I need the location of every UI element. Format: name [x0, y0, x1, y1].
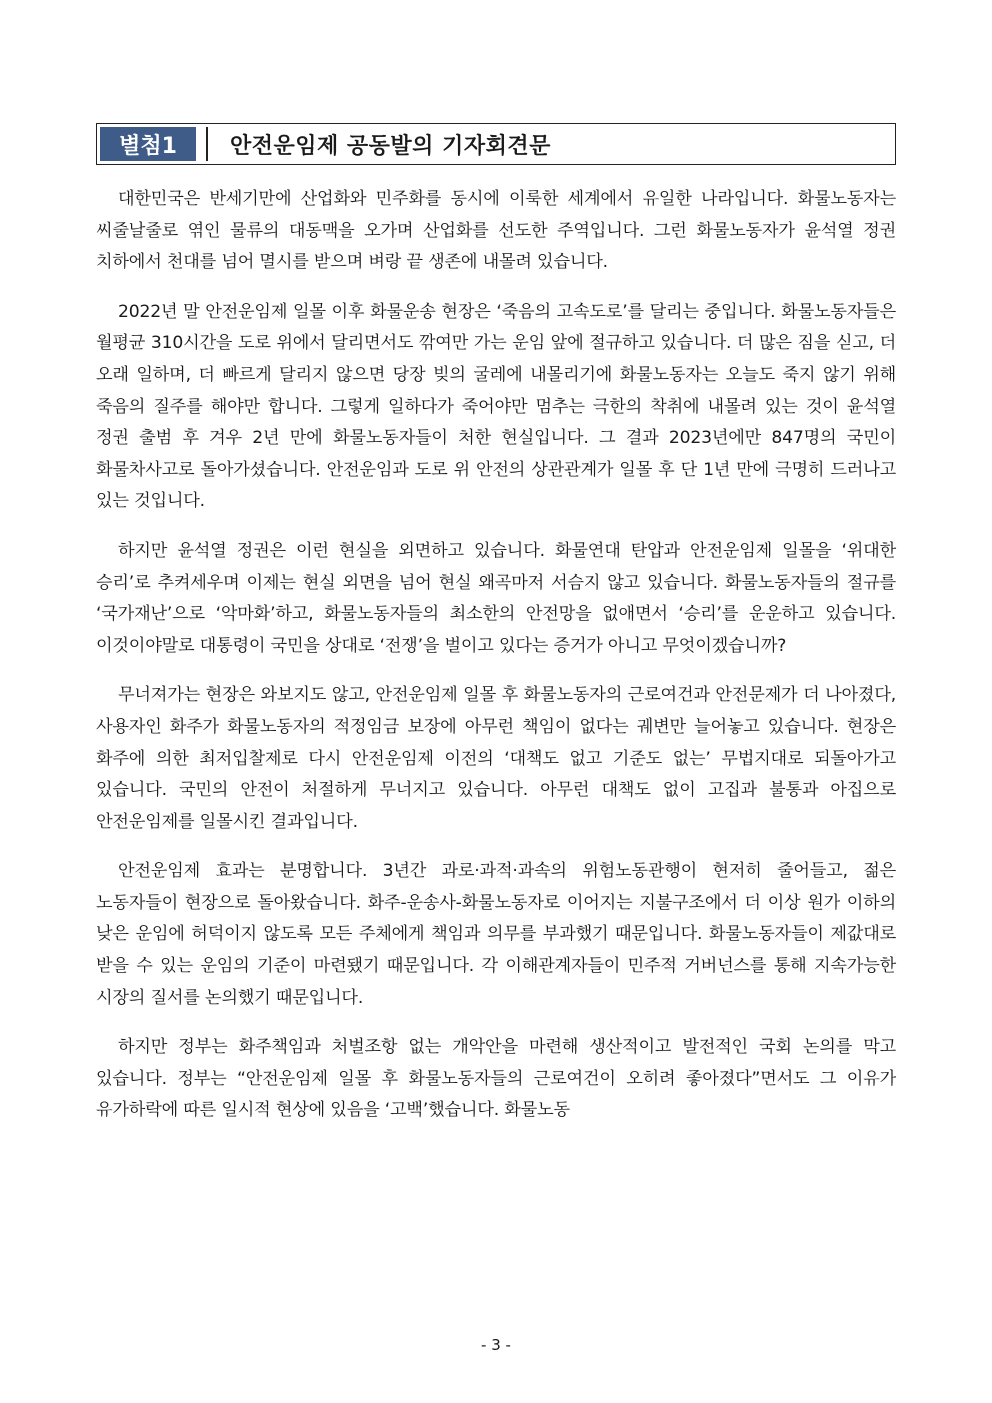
header-divider: [196, 127, 208, 161]
document-body: [96, 184, 896, 1145]
attachment-header: [96, 123, 896, 165]
page-number: - 3 -: [481, 1336, 511, 1354]
paragraph-6: 하지만 정부는 화주책임과 처벌조항 없는 개악안을 마련해 생산적이고 발전적인 국회 논의를 막고 있습니다. 정부는 “안전운임제 일몰 후 화물노동자들의 근로여건이 오히려 좋아졌다”면서도 그 이유가 유가하락에 따른 일시적 현상에 있음을 ‘고백’했습니다. 화물노동: [96, 1037, 896, 1121]
paragraph-3: 하지만 윤석열 정권은 이런 현실을 외면하고 있습니다. 화물연대 탄압과 안전운임제 일몰을 ‘위대한 승리’로 추켜세우며 이제는 현실 외면을 넘어 현실 왜곡마저 서슴지 않고 있습니다. 화물노동자들의 절규를 ‘국가재난’으로 ‘악마화’하고, 화물노동자들의 최소한의 안전망을 없애면서 ‘승리’를 운운하고 있습니다. 이것이야말로 대통령이 국민을 상대로 ‘전쟁’을 벌이고 있다는 증거가 아니고 무엇이겠습니까?: [96, 540, 896, 656]
paragraph-4: 무너져가는 현장은 와보지도 않고, 안전운임제 일몰 후 화물노동자의 근로여건과 안전문제가 더 나아졌다, 사용자인 화주가 화물노동자의 적정임금 보장에 아무런 책임이 없다는 궤변만 늘어놓고 있습니다. 현장은 화주에 의한 최저입찰제로 다시 안전운임제 이전의 ‘대책도 없고 기준도 없는’ 무법지대로 되돌아가고 있습니다. 국민의 안전이 처절하게 무너지고 있습니다. 아무런 대책도 없이 고집과 불통과 아집으로 안전운임제를 일몰시킨 결과입니다.: [96, 685, 896, 832]
paragraph-5: 안전운임제 효과는 분명합니다. 3년간 과로·과적·과속의 위험노동관행이 현저히 줄어들고, 젊은 노동자들이 현장으로 돌아왔습니다. 화주-운송사-화물노동자로 이어지는 지불구조에서 더 이상 원가 이하의 낮은 운임에 허덕이지 않도록 모든 주체에게 책임과 의무를 부과했기 때문입니다. 화물노동자들이 제값대로 받을 수 있는 운임의 기준이 마련됐기 때문입니다. 각 이해관계자들이 민주적 거버넌스를 통해 지속가능한 시장의 질서를 논의했기 때문입니다.: [96, 861, 896, 1008]
paragraph-1: 대한민국은 반세기만에 산업화와 민주화를 동시에 이룩한 세계에서 유일한 나라입니다. 화물노동자는 씨줄날줄로 엮인 물류의 대동맥을 오가며 산업화를 선도한 주역입니다. 그런 화물노동자가 윤석열 정권 치하에서 천대를 넘어 멸시를 받으며 벼랑 끝 생존에 내몰려 있습니다.: [96, 189, 896, 273]
attachment-tag: 별첨1: [100, 127, 196, 161]
paragraph-2: 2022년 말 안전운임제 일몰 이후 화물운송 현장은 ‘죽음의 고속도로’를 달리는 중입니다. 화물노동자들은 월평균 310시간을 도로 위에서 달리면서도 깎여만 가는 운임 앞에 절규하고 있습니다. 더 많은 짐을 싣고, 더 오래 일하며, 더 빠르게 달리지 않으면 당장 빚의 굴레에 내몰리기에 화물노동자는 오늘도 죽지 않기 위해 죽음의 질주를 해야만 합니다. 그렇게 일하다가 죽어야만 멈추는 극한의 착취에 내몰려 있는 것이 윤석열 정권 출범 후 겨우 2년 만에 화물노동자들이 처한 현실입니다. 그 결과 2023년에만 847명의 국민이 화물차사고로 돌아가셨습니다. 안전운임과 도로 위 안전의 상관관계가 일몰 후 단 1년 만에 극명히 드러나고 있는 것입니다.: [96, 301, 896, 512]
document-title: 안전운임제 공동발의 기자회견문: [230, 133, 551, 159]
